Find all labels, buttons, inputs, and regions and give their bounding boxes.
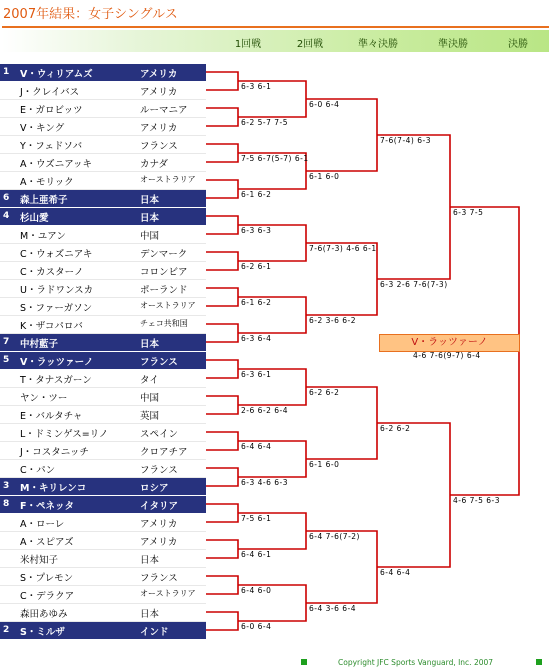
player-nationality: クロアチア [140,447,188,458]
player-nationality: ルーマニア [140,105,188,116]
copyright-text: Copyright JFC Sports Vanguard, Inc. 2007 [338,658,494,667]
player-nationality: チェコ共和国 [140,319,188,328]
match-score: 6-4 6-1 [241,550,272,559]
player-nationality: ポーランド [140,285,188,296]
match-score: 4-6 7-5 6-3 [453,496,501,505]
player-name: M・キリレンコ [20,483,87,494]
player-name: 森上亜希子 [20,195,68,206]
player-nationality: デンマーク [140,249,188,260]
player-nationality: フランス [140,141,178,152]
match-score: 7-6(7-4) 6-3 [380,136,431,145]
bracket-line [206,288,238,306]
round-label-sf: 準決勝 [438,39,468,50]
player-name: 杉山愛 [20,213,49,224]
round-label-r2: 2回戦 [296,39,324,50]
player-name: ヤン・ツー [20,393,68,404]
match-score: 6-1 6-2 [241,298,272,307]
player-nationality: アメリカ [140,123,178,134]
player-name: C・パン [20,465,56,476]
bracket-line [206,72,238,90]
match-score: 6-2 3-6 6-2 [309,316,357,325]
player-name: A・ローレ [20,519,65,530]
player-nationality: インド [140,627,169,638]
match-score: 6-4 6-4 [241,442,272,451]
bracket-line [206,144,238,162]
player-nationality: 日本 [140,555,160,566]
bracket-line [206,252,238,270]
match-score: 6-2 5-7 7-5 [241,118,289,127]
player-nationality: アメリカ [140,537,178,548]
player-nationality: オーストラリア [140,301,196,310]
bracket-line [206,360,238,378]
player-nationality: 日本 [140,609,160,620]
player-nationality: コロンビア [140,267,188,278]
seed-number: 4 [3,211,10,221]
match-score: 6-3 6-1 [241,370,272,379]
player-name: 森田あゆみ [20,609,68,620]
player-name: 中村藍子 [20,339,59,350]
player-name: S・ファーガソン [20,303,93,314]
player-name: S・ミルザ [20,627,65,638]
match-score: 6-3 7-5 [453,208,484,217]
round-label-qf: 準々決勝 [358,39,398,50]
match-score: 6-4 7-6(7-2) [309,532,360,541]
footer-mark-right [536,659,542,665]
player-name: E・ガロビッツ [20,105,83,116]
player-name: C・ウォズニアキ [20,249,93,260]
match-score: 7-5 6-1 [241,514,272,523]
bracket-line [206,576,238,594]
player-name: K・ザコパロバ [20,321,83,332]
player-nationality: 日本 [140,213,160,224]
bracket-line [306,387,377,459]
bracket-line [206,612,238,630]
match-score: 6-3 6-3 [241,226,272,235]
player-nationality: 英国 [140,411,160,422]
final-score: 4-6 7-6(9-7) 6-4 [413,351,481,360]
player-name: A・モリック [20,177,74,188]
match-score: 6-1 6-2 [241,190,272,199]
player-nationality: フランス [140,573,178,584]
bracket-line [206,180,238,198]
player-name: V・ラッツァーノ [20,357,94,368]
match-score: 6-3 6-4 [241,334,272,343]
player-nationality: 日本 [140,339,160,350]
player-name: S・プレモン [20,573,74,584]
footer-mark-left [301,659,307,665]
player-name: A・ウズニアッキ [20,159,93,170]
match-score: 6-1 6-0 [309,172,340,181]
player-nationality: アメリカ [140,519,178,530]
bracket-line [206,540,238,558]
player-name: C・デラクア [20,591,75,602]
bracket-line [206,504,238,522]
bracket-line [306,243,377,315]
seed-number: 2 [3,625,10,635]
match-score: 6-3 4-6 6-3 [241,478,289,487]
match-score: 6-0 6-4 [309,100,340,109]
bracket-line [306,531,377,603]
bracket-line [206,432,238,450]
player-nationality: フランス [140,357,178,368]
player-nationality: スペイン [140,429,179,440]
player-name: L・ドミンゲス=リノ [20,429,109,440]
player-nationality: オーストラリア [140,589,196,598]
seed-number: 3 [3,481,10,491]
match-score: 6-2 6-2 [380,424,411,433]
player-nationality: 日本 [140,195,160,206]
match-score: 6-2 6-1 [241,262,272,271]
player-name: J・コスタニッチ [20,447,89,458]
player-name: 米村知子 [20,555,59,566]
match-score: 6-4 6-4 [380,568,411,577]
player-nationality: ロシア [140,483,169,494]
player-name: E・バルタチャ [20,411,83,422]
player-name: F・ペネッタ [20,501,74,512]
match-score: 6-0 6-4 [241,622,272,631]
bracket-line [206,324,238,342]
bracket-line [377,423,450,567]
match-score: 2-6 6-2 6-4 [241,406,289,415]
player-name: V・ウィリアムズ [20,69,93,80]
player-name: T・タナスガーン [20,375,92,386]
seed-number: 8 [3,499,10,509]
player-name: Y・フェドソバ [20,141,83,152]
player-name: U・ラドワンスカ [20,285,94,296]
player-nationality: アメリカ [140,69,178,80]
player-nationality: 中国 [140,231,160,242]
match-score: 6-3 2-6 7-6(7-3) [380,280,448,289]
player-nationality: タイ [140,375,159,386]
seed-number: 7 [3,337,10,347]
player-name: A・スピアズ [20,537,74,548]
player-nationality: イタリア [140,501,179,512]
player-nationality: オーストラリア [140,175,196,184]
seed-number: 6 [3,193,10,203]
match-score: 6-2 6-2 [309,388,340,397]
match-score: 7-6(7-3) 4-6 6-1 [309,244,377,253]
bracket-line [206,396,238,414]
bracket-line [377,135,450,279]
match-score: 7-5 6-7(5-7) 6-1 [241,154,309,163]
bracket-line [206,216,238,234]
round-label-final: 決勝 [508,39,528,50]
player-nationality: アメリカ [140,87,178,98]
seed-number: 5 [3,355,10,365]
player-name: V・キング [20,123,65,134]
player-nationality: カナダ [140,159,169,170]
bracket-line [306,99,377,171]
page-title: 2007年結果：女子シングルス [3,7,178,22]
match-score: 6-3 6-1 [241,82,272,91]
round-label-r1: 1回戦 [234,39,262,50]
champion-box: V・ラッツァーノ [379,334,520,352]
player-name: C・カスターノ [20,267,84,278]
bracket-line [206,468,238,486]
match-score: 6-4 6-0 [241,586,272,595]
match-score: 6-1 6-0 [309,460,340,469]
seed-number: 1 [3,67,10,77]
bracket-line [206,108,238,126]
player-nationality: 中国 [140,393,160,404]
player-name: J・クレイバス [20,87,80,98]
match-score: 6-4 3-6 6-4 [309,604,357,613]
player-name: M・ユアン [20,231,66,242]
player-nationality: フランス [140,465,178,476]
